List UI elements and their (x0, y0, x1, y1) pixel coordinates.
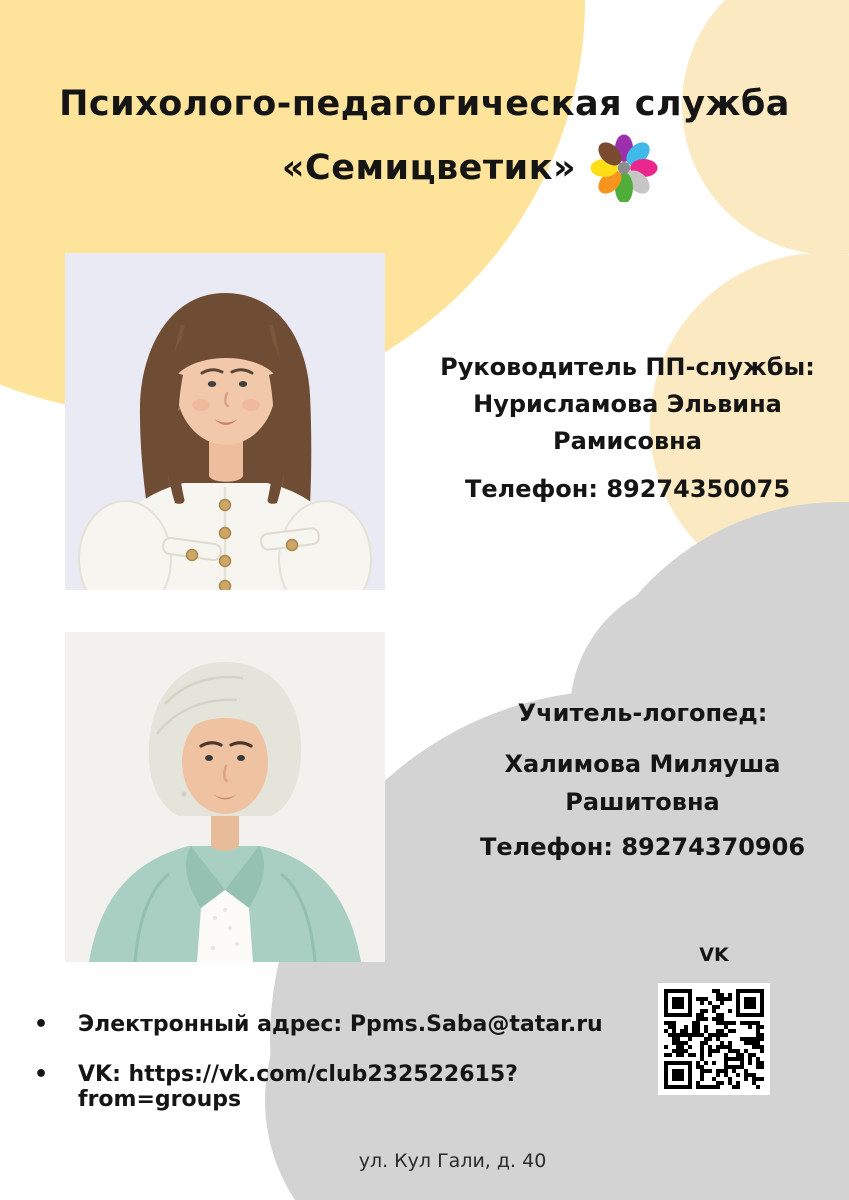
staff-name-line2: Рамисовна (553, 427, 702, 455)
staff-phone: Телефон: 89274370906 (479, 833, 806, 861)
staff-phone: Телефон: 89274350075 (464, 475, 791, 503)
staff-name-line1: Нурисламова Эльвина (473, 390, 782, 418)
staff-role: Учитель-логопед: (517, 699, 768, 727)
contact-vk-item (32, 1062, 672, 1112)
page-subtitle-row (90, 134, 849, 202)
contact-email-item (32, 1012, 672, 1037)
photo-speech-therapist (65, 632, 385, 962)
photo-director (65, 253, 385, 590)
contact-vk-text: VK: https://vk.com/club232522615?from=groups (78, 1062, 518, 1112)
flower-icon (590, 134, 658, 202)
staff-name-line1: Халимова Миляуша (504, 750, 781, 778)
contact-list (32, 1012, 672, 1137)
staff-block-director (420, 349, 835, 508)
page-subtitle: «Семицветик» (281, 148, 577, 188)
yellow-blob-top-right (682, 0, 849, 255)
contact-email-text: Электронный адрес: Ppms.Saba@tatar.ru (78, 1012, 603, 1037)
staff-role: Руководитель ПП-службы: (440, 353, 815, 381)
staff-name-line2: Рашитовна (565, 788, 720, 816)
vk-qr-code (658, 983, 770, 1095)
staff-block-speech-therapist (450, 694, 835, 866)
page-title: Психолого-педагогическая служба (59, 84, 790, 124)
address-footer: ул. Кул Гали, д. 40 (358, 1150, 547, 1172)
vk-qr-label: VK (699, 944, 729, 966)
